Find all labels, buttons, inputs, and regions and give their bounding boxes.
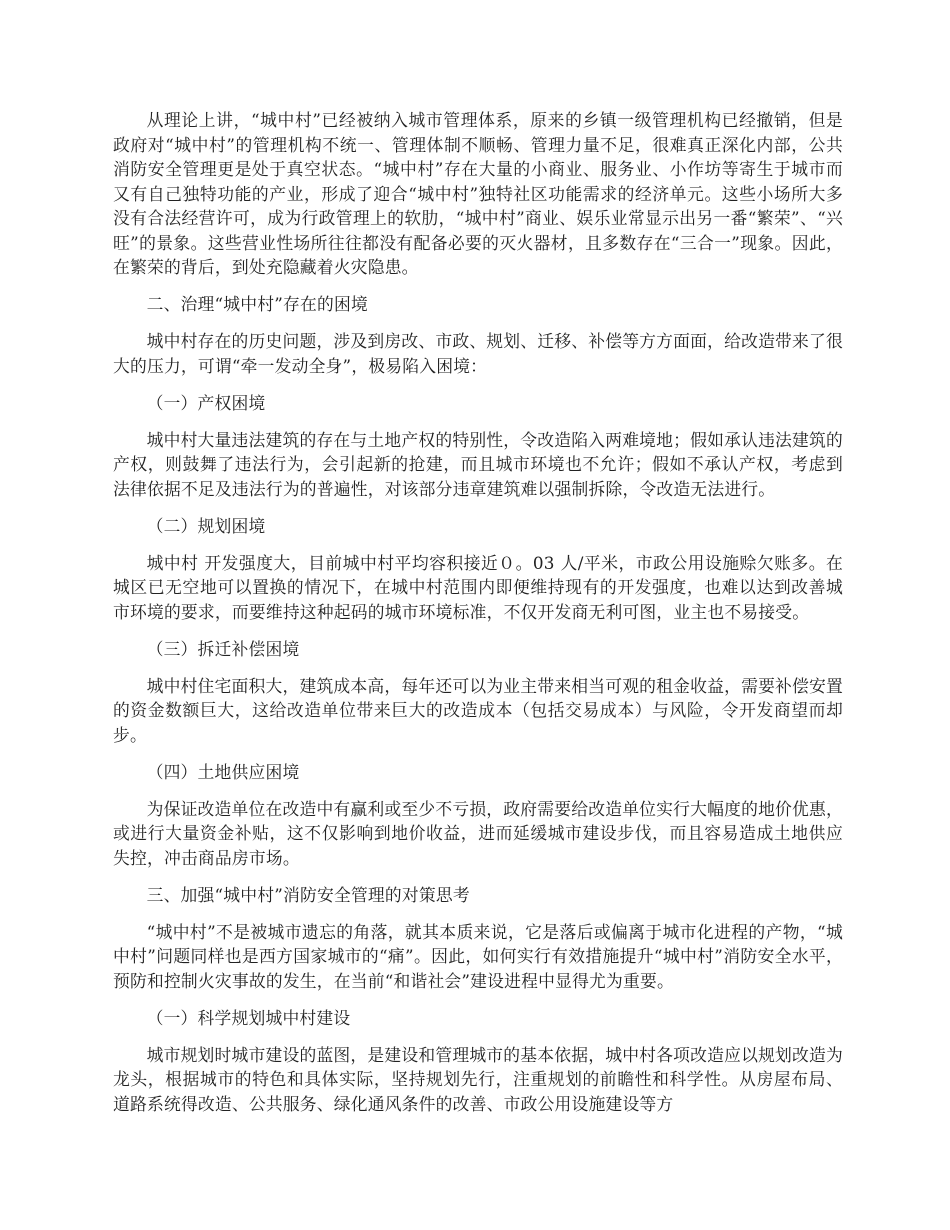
- paragraph-historical-issues: 城中村存在的历史问题，涉及到房改、市政、规划、迁移、补偿等方方面面，给改造带来了很大的压力，可谓“牵一发动全身”，极易陷入困境：: [113, 331, 843, 376]
- paragraph-land-supply: 为保证改造单位在改造中有赢利或至少不亏损，政府需要给改造单位实行大幅度的地价优惠，或进行大量资金补贴，这不仅影响到地价收益，进而延缓城市建设步伐，而且容易造成土地供应失控，冲击商品房市场。: [113, 798, 843, 868]
- paragraph-demolition-compensation: 城中村住宅面积大，建筑成本高，每年还可以为业主带来相当可观的租金收益，需要补偿安置的资金数额巨大，这给改造单位带来巨大的改造成本（包括交易成本）与风险，令开发商望而却步。: [113, 675, 843, 745]
- subheading-land-supply: （四）土地供应困境: [146, 761, 300, 782]
- subheading-planning: （二）规划困境: [146, 515, 266, 536]
- subheading-property-rights: （一）产权困境: [146, 392, 266, 413]
- paragraph-property-rights: 城中村大量违法建筑的存在与土地产权的特别性，令改造陷入两难境地；假如承认违法建筑的产权，则鼓舞了违法行为，会引起新的抢建，而且城市环境也不允许；假如不承认产权，考虑到法律依据不足及违法行为的普遍性，对该部分违章建筑难以强制拆除，令改造无法进行。: [113, 429, 843, 499]
- paragraph-countermeasures-intro: “城中村”不是被城市遗忘的角落，就其本质来说，它是落后或偏离于城市化进程的产物，“城中村”问题同样也是西方国家城市的“痛”。因此，如何实行有效措施提升“城中村”消防安全水平，预防和控制火灾事故的发生，在当前“和谐社会”建设进程中显得尤为重要。: [113, 921, 843, 991]
- paragraph-scientific-planning: 城市规划时城市建设的蓝图，是建设和管理城市的基本依据，城中村各项改造应以规划改造为龙头，根据城市的特色和具体实际，坚持规划先行，注重规划的前瞻性和科学性。从房屋布局、道路系统得改造、公共服务、绿化通风条件的改善、市政公用设施建设等方: [113, 1044, 843, 1114]
- subheading-scientific-planning: （一）科学规划城中村建设: [146, 1007, 351, 1028]
- paragraph-management-vacuum: 从理论上讲，“城中村”已经被纳入城市管理体系，原来的乡镇一级管理机构已经撤销，但是政府对“城中村”的管理机构不统一、管理体制不顺畅、管理力量不足，很难真正深化内部，公共消防安全管理更是处于真空状态。“城中村”存在大量的小商业、服务业、小作坊等寄生于城市而又有自己独特功能的产业，形成了迎合“城中村”独特社区功能需求的经济单元。这些小场所大多没有合法经营许可，成为行政管理上的软肋，“城中村”商业、娱乐业常显示出另一番“繁荣”、“兴旺”的景象。这些营业性场所往往都没有配备必要的灭火器材，且多数存在“三合一”现象。因此，在繁荣的背后，到处充隐藏着火灾隐患。: [113, 110, 843, 277]
- subheading-demolition-compensation: （三）拆迁补偿困境: [146, 638, 300, 659]
- document-page: [113, 108, 843, 1129]
- section-heading-countermeasures: 三、加强“城中村”消防安全管理的对策思考: [146, 884, 470, 905]
- paragraph-planning: 城中村 开发强度大，目前城中村平均容积接近０。03 人/平米，市政公用设施赊欠账多。在城区已无空地可以置换的情况下，在城中村范围内即便维持现有的开发强度，也难以达到改善城市环境的要求，而要维持这种起码的城市环境标准，不仅开发商无利可图，业主也不易接受。: [113, 552, 843, 622]
- section-heading-dilemmas: 二、治理“城中村”存在的困境: [146, 294, 368, 314]
